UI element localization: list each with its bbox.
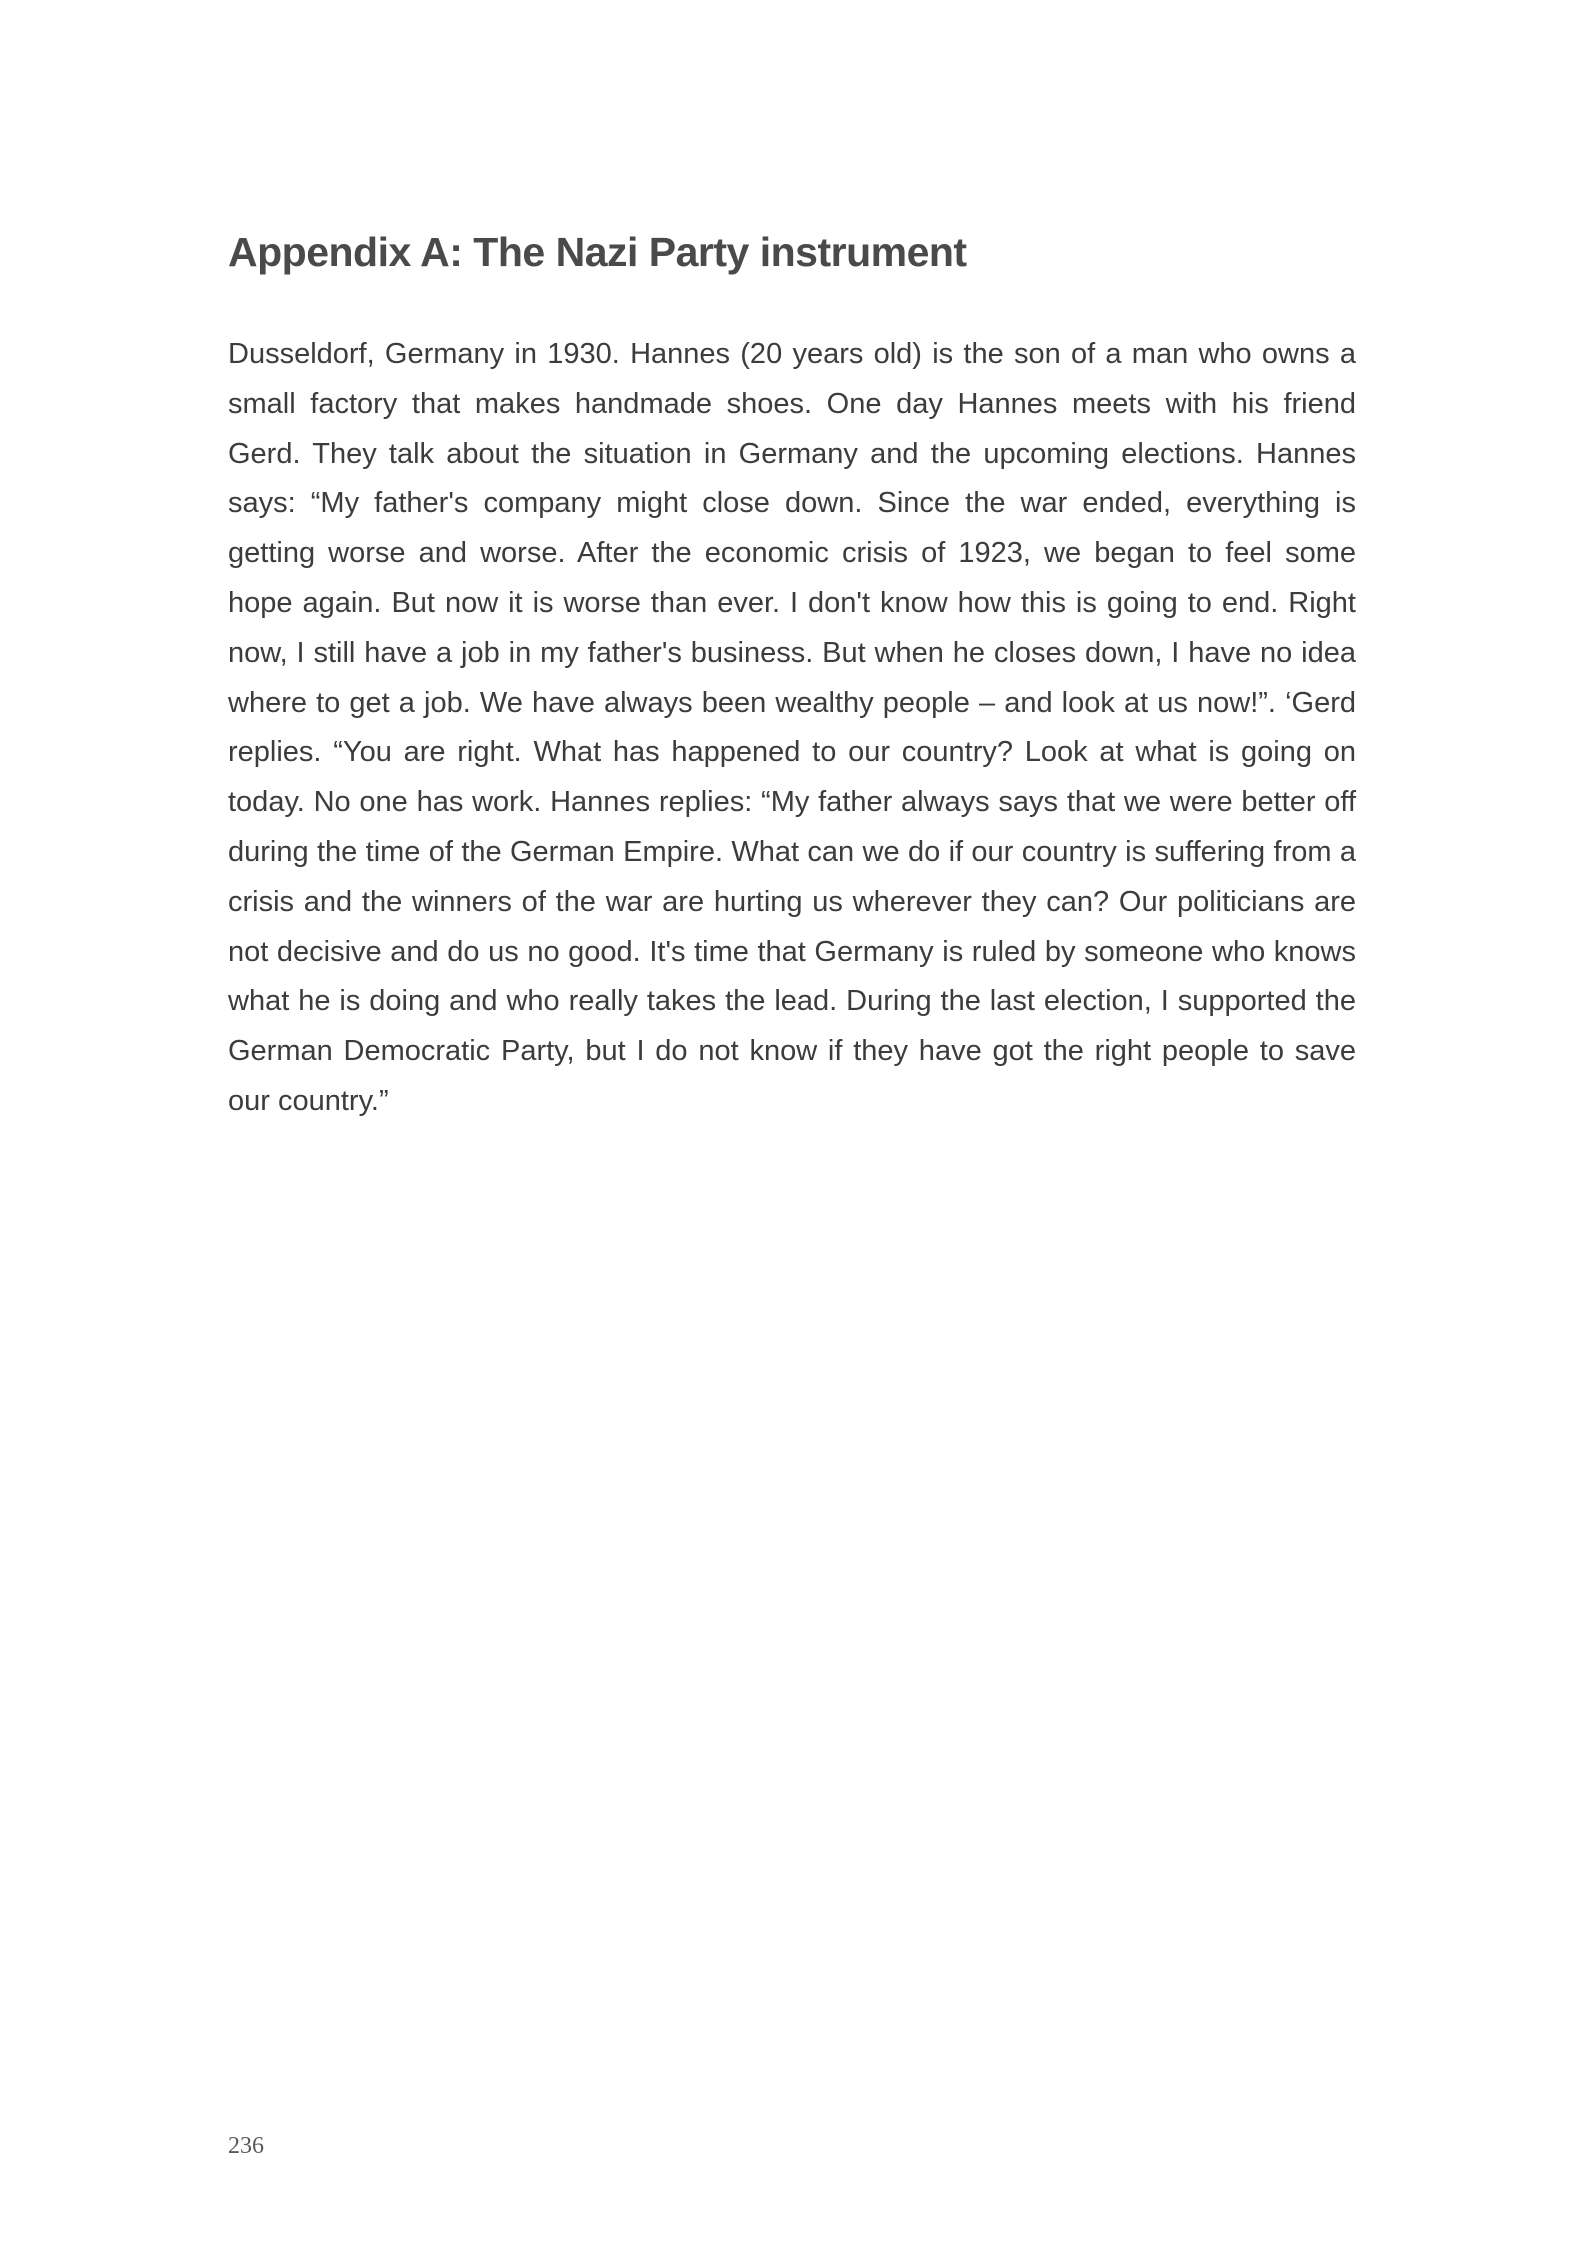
section-heading: Appendix A: The Nazi Party instrument [228,229,967,275]
body-paragraph: Dusseldorf, Germany in 1930. Hannes (20 years old) is the son of a man who owns a small factory that makes handmade shoes. One day Hannes meets with his friend Gerd. They talk about the situation in Germany and the upcoming elections. Hannes says: “My father's company might close down. Since the war ended, everything is getting worse and worse. After the economic crisis of 1923, we began to feel some hope again. But now it is worse than ever. I don't know how this is going to end. Right now, I still have a job in my father's business. But when he closes down, I have no idea where to get a job. We have always been wealthy people – and look at us now!”. ‘Gerd replies. “You are right. What has happened to our country? Look at what is going on today. No one has work. Hannes replies: “My father always says that we were better off during the time of the German Empire. What can we do if our country is suffering from a crisis and the winners of the war are hurting us wherever they can? Our politicians are not decisive and do us no good. It's time that Germany is ruled by someone who knows what he is doing and who really takes the lead. During the last election, I supported the German Democratic Party, but I do not know if they have got the right people to save our country.” [228,338,1356,1117]
page-number: 236 [228,2133,264,2159]
